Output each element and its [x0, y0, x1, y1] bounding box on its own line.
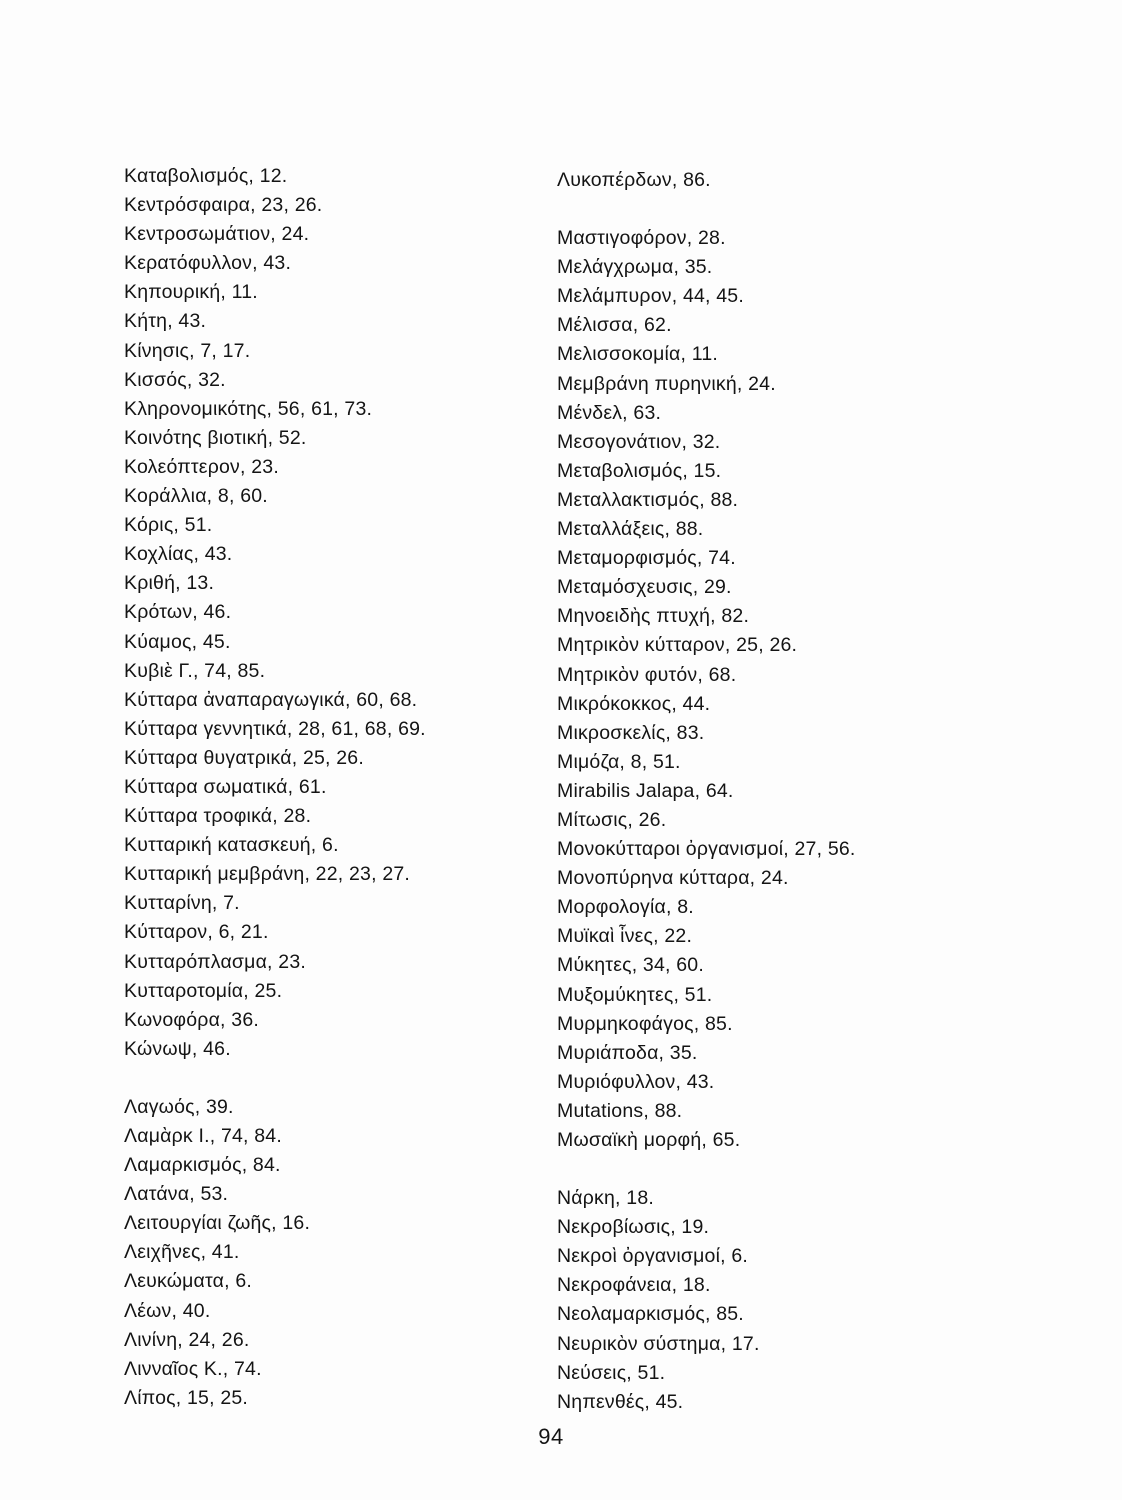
index-entry: Νεύσεις, 51.: [557, 1361, 666, 1384]
index-entry: Κύτταρα σωματικά, 61.: [124, 775, 327, 798]
index-entry: Μιμόζα, 8, 51.: [557, 750, 681, 773]
index-entry: Μονοκύτταροι ὀργανισμοί, 27, 56.: [557, 838, 856, 861]
index-entry: Κύτταρα θυγατρικά, 25, 26.: [124, 746, 364, 769]
index-entry: Mutations, 88.: [557, 1099, 683, 1122]
index-entry: Κόρις, 51.: [124, 514, 213, 537]
index-entry: Κοράλλια, 8, 60.: [124, 485, 268, 508]
index-entry: Μεταμορφισμός, 74.: [557, 547, 736, 570]
index-entry: Κύαμος, 45.: [124, 630, 231, 653]
index-entry: Λινναῖος Κ., 74.: [124, 1357, 262, 1380]
index-entry: Λυκοπέρδων, 86.: [557, 169, 711, 191]
index-entry: Μικρόκοκκος, 44.: [557, 692, 711, 715]
index-entry: Μίτωσις, 26.: [557, 808, 667, 831]
index-entry: Μητρικὸν φυτόν, 68.: [557, 663, 737, 686]
page-number: 94: [538, 1424, 564, 1449]
index-entry: Μορφολογία, 8.: [557, 896, 694, 919]
index-entry: Κύτταρα ἀναπαραγωγικά, 60, 68.: [124, 688, 418, 711]
index-entry: Λαμαρκισμός, 84.: [124, 1154, 281, 1177]
index-entry: Μυριόφυλλον, 43.: [557, 1070, 715, 1093]
index-entry: Κριθή, 13.: [124, 572, 215, 595]
index-entry: Λευκώματα, 6.: [124, 1270, 253, 1293]
index-entry: Μύκητες, 34, 60.: [557, 954, 704, 977]
index-entry: Μητρικὸν κύτταρον, 25, 26.: [557, 634, 798, 657]
index-column-right: [557, 166, 997, 1417]
index-entry: Νεκροφάνεια, 18.: [557, 1274, 711, 1297]
index-entry: Mirabilis Jalapa, 64.: [557, 779, 734, 802]
index-entry: Μέλισσα, 62.: [557, 314, 672, 337]
index-entry: Μελισσοκομία, 11.: [557, 343, 719, 366]
index-entry: Λειτουργίαι ζωῆς, 16.: [124, 1212, 311, 1235]
index-entry: Κύτταρον, 6, 21.: [124, 921, 269, 944]
index-entry: Λίπος, 15, 25.: [124, 1386, 249, 1409]
index-entry: Μελάμπυρον, 44, 45.: [557, 285, 744, 308]
index-entry: Κυτταροτομία, 25.: [124, 979, 283, 1002]
index-entry: Λέων, 40.: [124, 1299, 211, 1322]
index-entry: Νάρκη, 18.: [557, 1187, 654, 1210]
index-entry: Μαστιγοφόρον, 28.: [557, 227, 726, 250]
index-entry: Μυριάποδα, 35.: [557, 1041, 698, 1064]
index-entry: Λινίνη, 24, 26.: [124, 1328, 250, 1351]
index-entry: Κυτταρίνη, 7.: [124, 892, 240, 915]
index-entry: Κυτταρόπλασμα, 23.: [124, 950, 307, 973]
index-entry: Κεντρόσφαιρα, 23, 26.: [124, 194, 323, 217]
index-entry: Κεντροσωμάτιον, 24.: [124, 223, 310, 246]
index-entry: Κυβιὲ Γ., 74, 85.: [124, 659, 266, 682]
index-entry: Κρότων, 46.: [124, 601, 232, 624]
index-entry: Κολεόπτερον, 23.: [124, 455, 279, 478]
index-entry: Κοχλίας, 43.: [124, 543, 233, 566]
index-entry: Κύτταρα τροφικά, 28.: [124, 805, 312, 828]
index-entry: Κηπουρική, 11.: [124, 281, 258, 304]
index-group-nu: [557, 1184, 997, 1417]
index-group-kappa: [124, 162, 564, 1064]
index-entry: Κήτη, 43.: [124, 310, 207, 333]
index-entry: Κισσός, 32.: [124, 368, 226, 391]
index-entry: Κυτταρική μεμβράνη, 22, 23, 27.: [124, 863, 411, 886]
index-group-mu: [557, 224, 997, 1155]
index-entry: Μονοπύρηνα κύτταρα, 24.: [557, 867, 789, 890]
index-entry: Κωνοφόρα, 36.: [124, 1008, 259, 1031]
index-entry: Μεταμόσχευσις, 29.: [557, 576, 732, 599]
index-entry: Μυϊκαὶ ἶνες, 22.: [557, 925, 693, 948]
index-group-lambda-continued: [557, 166, 997, 195]
index-entry: Λαμὰρκ Ι., 74, 84.: [124, 1125, 282, 1147]
index-entry: Μικροσκελίς, 83.: [557, 721, 705, 744]
index-entry: Νευρικὸν σύστημα, 17.: [557, 1332, 760, 1355]
index-entry: Κύτταρα γεννητικά, 28, 61, 68, 69.: [124, 717, 426, 740]
index-entry: Μυρμηκοφάγος, 85.: [557, 1012, 733, 1035]
index-entry: Λαγωός, 39.: [124, 1095, 234, 1118]
index-entry: Καταβολισμός, 12.: [124, 165, 288, 187]
index-entry: Κίνησις, 7, 17.: [124, 339, 251, 362]
index-entry: Μηνοειδὴς πτυχή, 82.: [557, 605, 750, 628]
index-entry: Μωσαϊκὴ μορφή, 65.: [557, 1129, 741, 1151]
index-entry: Κώνωψ, 46.: [124, 1037, 231, 1060]
index-entry: Μελάγχρωμα, 35.: [557, 256, 713, 279]
index-entry: Νεκροὶ ὀργανισμοί, 6.: [557, 1245, 749, 1268]
index-entry: Μυξομύκητες, 51.: [557, 983, 713, 1006]
index-entry: Λειχῆνες, 41.: [124, 1241, 240, 1264]
index-entry: Νεολαμαρκισμός, 85.: [557, 1303, 744, 1326]
index-entry: Μεταλλακτισμός, 88.: [557, 488, 739, 511]
index-entry: Λατάνα, 53.: [124, 1183, 229, 1206]
index-entry: Μεταβολισμός, 15.: [557, 459, 722, 482]
index-entry: Νηπενθές, 45.: [557, 1390, 684, 1413]
index-entry: Μένδελ, 63.: [557, 401, 662, 424]
index-entry: Μεταλλάξεις, 88.: [557, 518, 704, 541]
index-entry: Μεσογονάτιον, 32.: [557, 430, 721, 453]
index-entry: Νεκροβίωσις, 19.: [557, 1216, 710, 1239]
index-entry: Κληρονομικότης, 56, 61, 73.: [124, 397, 373, 420]
index-column-left: [124, 162, 564, 1413]
index-group-lambda: [124, 1093, 564, 1413]
index-entry: Κοινότης βιοτική, 52.: [124, 426, 307, 449]
index-entry: Κερατόφυλλον, 43.: [124, 252, 292, 275]
index-entry: Μεμβράνη πυρηνική, 24.: [557, 372, 776, 395]
index-entry: Κυτταρική κατασκευή, 6.: [124, 834, 339, 857]
